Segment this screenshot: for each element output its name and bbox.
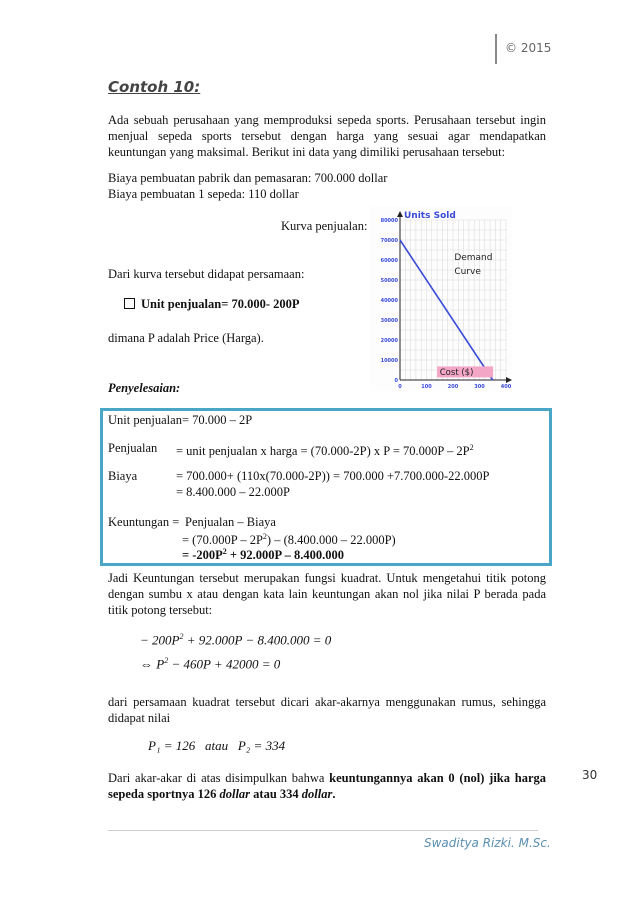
final-a: Dari akar-akar di atas disimpulkan bahwa: [108, 771, 330, 785]
y-tick-label: 80000: [380, 218, 398, 224]
y-tick-label: 70000: [380, 238, 398, 244]
annotation-line-1: Demand: [454, 253, 493, 263]
final-paragraph: [108, 770, 546, 802]
solution-line-1: Unit penjualan= 70.000 – 2P: [108, 413, 253, 427]
y-tick-label: 40000: [380, 298, 398, 304]
equation-2a: ⇔ P: [140, 656, 165, 672]
final-f: .: [332, 787, 336, 801]
y-tick-label: 0: [394, 378, 398, 384]
solution-title: Penyelesaian:: [108, 381, 181, 395]
x-axis-label: Cost ($): [439, 368, 474, 378]
x-tick-label: 200: [447, 384, 459, 390]
x-tick-label: 100: [421, 384, 432, 390]
roots-paragraph: dari persamaan kuadrat tersebut dicari akar-akarnya menggunakan rumus, sehingga didapat nilai: [108, 695, 546, 725]
final-c: dollar: [219, 787, 251, 801]
cost-unit-line: Biaya pembuatan 1 sepeda: 110 dollar: [108, 187, 299, 201]
checkbox-bullet-icon: [124, 298, 135, 309]
x-tick-label: 300: [474, 384, 485, 390]
biaya-value-2: = 8.400.000 – 22.000P: [176, 485, 291, 499]
keuntungan-exponent-2: 2: [262, 532, 267, 541]
demand-curve-chart: [370, 206, 512, 391]
where-p-line: dimana P adalah Price (Harga).: [108, 331, 264, 345]
unit-sales-equation: [124, 296, 300, 312]
roots-equation: P₁ = 126 atau P₂ = 334: [148, 738, 286, 753]
example-title: Contoh 10:: [108, 78, 201, 96]
keuntungan-value-2b: ) – (8.400.000 – 22.000P): [266, 533, 396, 548]
keuntungan-label: Keuntungan =: [108, 515, 180, 529]
chart-title: Units Sold: [404, 211, 456, 221]
cost-factory-line: Biaya pembuatan pabrik dan pemasaran: 700.000 dollar: [108, 171, 388, 185]
equation-1b: + 92.000P − 8.400.000 = 0: [183, 632, 332, 648]
final-b: keuntungannya akan 0 (nol) jika harga sepeda sportnya 126: [108, 771, 546, 801]
from-curve-line: Dari kurva tersebut didapat persamaan:: [108, 267, 305, 281]
keuntungan-value-3a: = -200P: [182, 548, 223, 563]
page-number: 30: [582, 768, 598, 782]
y-tick-label: 10000: [380, 358, 398, 364]
penjualan-value-text: = unit penjualan x harga = (70.000-2P) x P = 70.000P – 2P: [176, 444, 470, 459]
footer-divider: [108, 830, 538, 831]
equation-1a: − 200P: [140, 632, 180, 648]
equation-2b: − 460P + 42000 = 0: [168, 656, 281, 672]
biaya-value-1: = 700.000+ (110x(70.000-2P)) = 700.000 +7.700.000-22.000P: [176, 469, 490, 483]
y-tick-label: 30000: [380, 318, 398, 324]
equation-2: [140, 656, 280, 672]
penjualan-value: [176, 440, 474, 459]
x-tick-label: 0: [398, 384, 402, 390]
keuntungan-value-3: [182, 544, 344, 563]
keuntungan-value-1: Penjualan – Biaya: [185, 515, 276, 529]
keuntungan-exponent-3: 2: [222, 547, 227, 556]
y-tick-label: 60000: [380, 258, 398, 264]
author-name: Swaditya Rizki. M.Sc.: [424, 836, 551, 850]
penjualan-label: Penjualan: [108, 441, 158, 455]
equation-2-exponent: 2: [164, 656, 169, 665]
sales-curve-label: Kurva penjualan:: [281, 219, 368, 233]
y-tick-label: 50000: [380, 278, 398, 284]
x-tick-label: 400: [500, 384, 512, 390]
copyright-label: © 2015: [495, 34, 551, 64]
keuntungan-value-3b: + 92.000P – 8.400.000: [226, 548, 344, 563]
penjualan-exponent: 2: [469, 443, 474, 452]
y-tick-label: 20000: [380, 338, 398, 344]
equation-1: [140, 632, 331, 648]
equation-1-exponent: 2: [179, 632, 184, 641]
keuntungan-value-2a: = (70.000P – 2P: [182, 533, 263, 548]
biaya-label: Biaya: [108, 469, 138, 483]
final-e: dollar: [301, 787, 333, 801]
final-d: atau 334: [250, 787, 302, 801]
unit-sales-equation-text: Unit penjualan= 70.000- 200P: [141, 297, 300, 311]
intro-paragraph: Ada sebuah perusahaan yang memproduksi sepeda sports. Perusahaan tersebut ingin menjual sepeda sports tersebut dengan harga yang sesuai agar mendapatkan keuntungan yang maksimal. Berikut ini data yang dimiliki perusahaan tersebut:: [108, 113, 546, 159]
conclusion-paragraph: Jadi Keuntungan tersebut merupakan fungsi kuadrat. Untuk mengetahui titik potong dengan sumbu x atau dengan kata lain keuntungan akan nol jika nilai P berada pada titik potong tersebut:: [108, 571, 546, 617]
annotation-line-2: Curve: [454, 267, 481, 277]
